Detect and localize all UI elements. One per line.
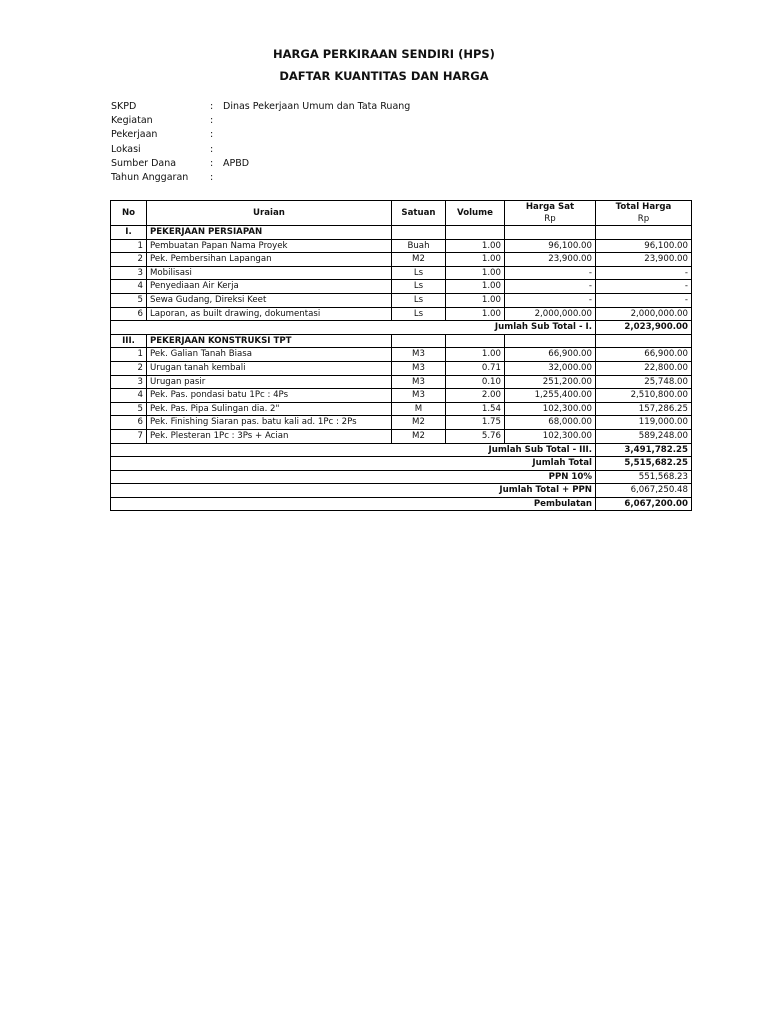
header-total-harga: Total Harga	[596, 201, 692, 214]
summary-row	[111, 497, 692, 511]
section-title: PEKERJAAN PERSIAPAN	[147, 226, 392, 240]
page-subtitle: DAFTAR KUANTITAS DAN HARGA	[279, 69, 489, 83]
info-row	[111, 129, 511, 143]
header-harga-sat-currency: Rp	[505, 213, 596, 226]
info-label: Kegiatan	[111, 115, 153, 127]
item-harga: 32,000.00	[505, 361, 596, 375]
item-no: 3	[111, 266, 147, 280]
item-total: -	[596, 293, 692, 307]
subtotal-label: Jumlah Sub Total - III.	[111, 443, 596, 457]
item-total: 66,900.00	[596, 348, 692, 362]
item-harga: 1,255,400.00	[505, 389, 596, 403]
info-row	[111, 115, 511, 129]
item-uraian: Mobilisasi	[147, 266, 392, 280]
item-total: 2,000,000.00	[596, 307, 692, 321]
section-title: PEKERJAAN KONSTRUKSI TPT	[147, 334, 392, 348]
info-row	[111, 101, 511, 115]
section-row	[111, 334, 692, 348]
item-total: 157,286.25	[596, 402, 692, 416]
item-volume: 1.00	[446, 348, 505, 362]
section-number: I.	[111, 226, 147, 240]
info-colon: :	[210, 115, 214, 127]
empty-cell	[446, 334, 505, 348]
item-harga: -	[505, 293, 596, 307]
item-uraian: Pembuatan Papan Nama Proyek	[147, 239, 392, 253]
info-value: APBD	[223, 157, 250, 169]
empty-cell	[596, 334, 692, 348]
summary-label: Jumlah Total + PPN	[111, 484, 596, 498]
item-volume: 5.76	[446, 429, 505, 443]
summary-label: Pembulatan	[111, 497, 596, 511]
table-row	[111, 402, 692, 416]
item-total: 119,000.00	[596, 416, 692, 430]
table-row	[111, 239, 692, 253]
item-total: -	[596, 266, 692, 280]
item-uraian: Penyediaan Air Kerja	[147, 280, 392, 294]
item-harga: 23,900.00	[505, 253, 596, 267]
summary-label: PPN 10%	[111, 470, 596, 484]
info-colon: :	[210, 171, 214, 183]
item-harga: 251,200.00	[505, 375, 596, 389]
item-harga: 96,100.00	[505, 239, 596, 253]
item-no: 2	[111, 361, 147, 375]
item-volume: 1.00	[446, 307, 505, 321]
item-volume: 0.10	[446, 375, 505, 389]
empty-cell	[505, 226, 596, 240]
header-satuan: Satuan	[392, 201, 446, 226]
table-row	[111, 361, 692, 375]
item-no: 6	[111, 307, 147, 321]
section-number: III.	[111, 334, 147, 348]
summary-row	[111, 470, 692, 484]
item-no: 4	[111, 280, 147, 294]
info-label: Sumber Dana	[111, 157, 177, 169]
project-info	[111, 101, 511, 186]
info-colon: :	[210, 129, 214, 141]
item-satuan: Ls	[392, 266, 446, 280]
table-row	[111, 280, 692, 294]
item-uraian: Pek. Galian Tanah Biasa	[147, 348, 392, 362]
item-no: 5	[111, 402, 147, 416]
info-colon: :	[210, 143, 214, 155]
item-uraian: Pek. Pembersihan Lapangan	[147, 253, 392, 267]
item-satuan: Buah	[392, 239, 446, 253]
table-row	[111, 253, 692, 267]
table-row	[111, 307, 692, 321]
item-uraian: Urugan tanah kembali	[147, 361, 392, 375]
item-no: 3	[111, 375, 147, 389]
table-row	[111, 348, 692, 362]
item-volume: 1.00	[446, 253, 505, 267]
item-no: 1	[111, 239, 147, 253]
item-total: 23,900.00	[596, 253, 692, 267]
summary-row	[111, 457, 692, 471]
header-total-harga-currency: Rp	[596, 213, 692, 226]
summary-row	[111, 484, 692, 498]
item-harga: -	[505, 280, 596, 294]
item-total: 22,800.00	[596, 361, 692, 375]
summary-label: Jumlah Total	[111, 457, 596, 471]
item-harga: -	[505, 266, 596, 280]
header-volume: Volume	[446, 201, 505, 226]
item-total: 2,510,800.00	[596, 389, 692, 403]
item-volume: 1.54	[446, 402, 505, 416]
info-colon: :	[210, 101, 214, 112]
table-row	[111, 416, 692, 430]
item-no: 5	[111, 293, 147, 307]
subtotal-row	[111, 321, 692, 335]
item-no: 2	[111, 253, 147, 267]
item-harga: 102,300.00	[505, 429, 596, 443]
item-uraian: Sewa Gudang, Direksi Keet	[147, 293, 392, 307]
item-satuan: Ls	[392, 307, 446, 321]
header-uraian: Uraian	[147, 201, 392, 226]
empty-cell	[505, 334, 596, 348]
item-satuan: Ls	[392, 280, 446, 294]
item-harga: 66,900.00	[505, 348, 596, 362]
table-row	[111, 429, 692, 443]
info-colon: :	[210, 157, 214, 169]
item-satuan: M3	[392, 361, 446, 375]
item-total: 25,748.00	[596, 375, 692, 389]
item-volume: 1.00	[446, 280, 505, 294]
table-row	[111, 375, 692, 389]
subtotal-value: 2,023,900.00	[596, 321, 692, 335]
empty-cell	[596, 226, 692, 240]
empty-cell	[392, 334, 446, 348]
item-volume: 1.00	[446, 266, 505, 280]
info-label: Lokasi	[111, 143, 141, 155]
summary-value: 551,568.23	[596, 470, 692, 484]
table-row	[111, 293, 692, 307]
section-row	[111, 226, 692, 240]
item-no: 6	[111, 416, 147, 430]
item-harga: 68,000.00	[505, 416, 596, 430]
boq-table	[110, 200, 692, 511]
item-uraian: Urugan pasir	[147, 375, 392, 389]
info-value: Dinas Pekerjaan Umum dan Tata Ruang	[223, 101, 411, 112]
item-volume: 1.75	[446, 416, 505, 430]
info-row	[111, 144, 511, 158]
item-satuan: M3	[392, 348, 446, 362]
header-harga-sat: Harga Sat	[505, 201, 596, 214]
table-row	[111, 389, 692, 403]
item-satuan: M2	[392, 429, 446, 443]
item-uraian: Laporan, as built drawing, dokumentasi	[147, 307, 392, 321]
item-uraian: Pek. Plesteran 1Pc : 3Ps + Acian	[147, 429, 392, 443]
subtotal-row	[111, 443, 692, 457]
page-title: HARGA PERKIRAAN SENDIRI (HPS)	[273, 47, 495, 61]
item-uraian: Pek. Pas. pondasi batu 1Pc : 4Ps	[147, 389, 392, 403]
info-label: SKPD	[111, 101, 137, 112]
summary-value: 6,067,200.00	[596, 497, 692, 511]
item-volume: 1.00	[446, 293, 505, 307]
item-no: 7	[111, 429, 147, 443]
item-volume: 2.00	[446, 389, 505, 403]
boq-body	[111, 226, 692, 511]
item-uraian: Pek. Finishing Siaran pas. batu kali ad. 1Pc : 2Ps	[147, 416, 392, 430]
info-label: Tahun Anggaran	[111, 171, 189, 183]
info-row	[111, 172, 511, 186]
summary-value: 5,515,682.25	[596, 457, 692, 471]
info-label: Pekerjaan	[111, 129, 158, 141]
subtotal-label: Jumlah Sub Total - I.	[111, 321, 596, 335]
item-harga: 102,300.00	[505, 402, 596, 416]
empty-cell	[392, 226, 446, 240]
header-no: No	[111, 201, 147, 226]
item-total: 589,248.00	[596, 429, 692, 443]
item-volume: 1.00	[446, 239, 505, 253]
item-harga: 2,000,000.00	[505, 307, 596, 321]
item-satuan: M2	[392, 416, 446, 430]
item-satuan: M	[392, 402, 446, 416]
subtotal-value: 3,491,782.25	[596, 443, 692, 457]
item-total: 96,100.00	[596, 239, 692, 253]
item-total: -	[596, 280, 692, 294]
item-no: 1	[111, 348, 147, 362]
info-row	[111, 158, 511, 172]
item-volume: 0.71	[446, 361, 505, 375]
item-satuan: Ls	[392, 293, 446, 307]
item-no: 4	[111, 389, 147, 403]
item-satuan: M3	[392, 375, 446, 389]
summary-value: 6,067,250.48	[596, 484, 692, 498]
item-satuan: M2	[392, 253, 446, 267]
table-row	[111, 266, 692, 280]
item-uraian: Pek. Pas. Pipa Sulingan dia. 2"	[147, 402, 392, 416]
empty-cell	[446, 226, 505, 240]
item-satuan: M3	[392, 389, 446, 403]
